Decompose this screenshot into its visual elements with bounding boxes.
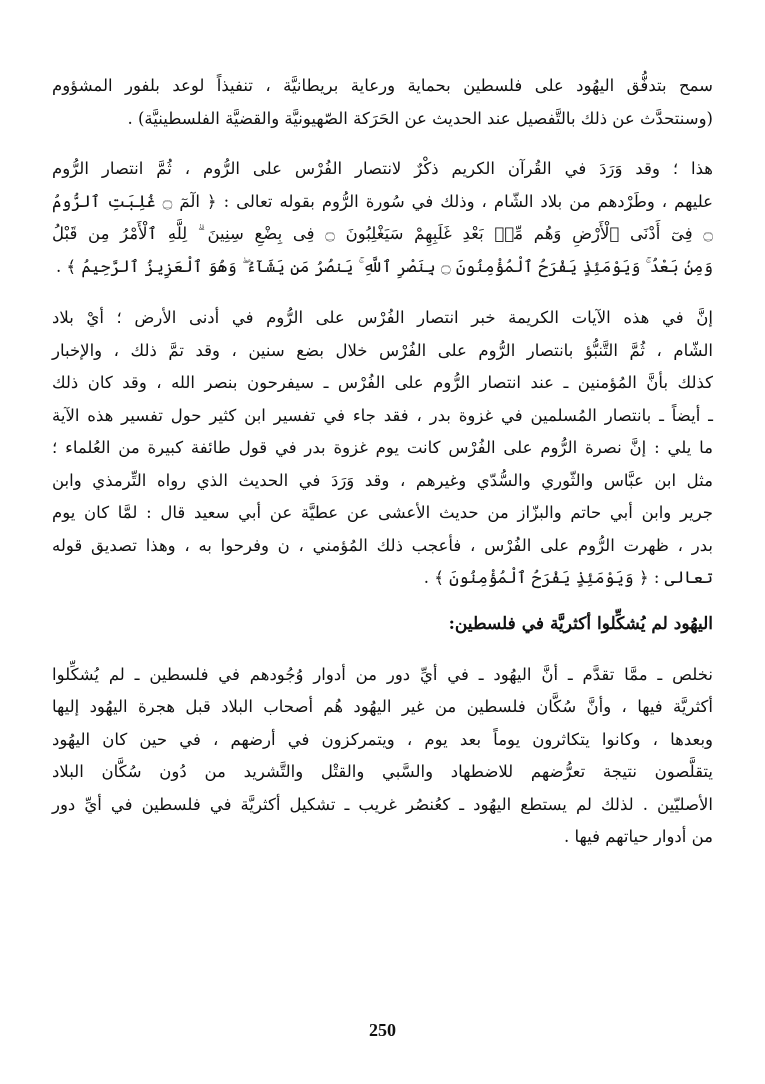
text-line: تعالى : ﴿ وَيَوْمَئِذٍ يَفْرَحُ ٱلْمُؤْمِنُونَ ﴾ .: [423, 568, 713, 587]
text-line: وبعدها ، وكانوا يتكاثرون يوماً بعد يوم ، ويتمركزون في أرضهم ، في حين كان اليهُود: [52, 729, 713, 749]
page-number: 250: [369, 1020, 396, 1040]
text-line: عليهم ، وطَرْدهم من بلاد الشّام ، وذلك في سُورة الرُّوم بقوله تعالى : ﴿ الٓمٓ ۝ غُلِبَتِ ٱلرُّومُ: [52, 191, 714, 211]
text-line: مثل ابن عبَّاس والثّوري والسُّدّي وغيرهم ، وقد وَرَدَ في الحديث الذي رواه التِّرمذي وابن: [52, 470, 713, 490]
paragraph-quran-surat-al-rum: [52, 153, 713, 283]
text-line: يتقلَّصون نتيجة تعرُّضهم للاضطهاد والسَّبي والقتْل والتَّشريد من دُون سُكَّان البلاد: [52, 762, 713, 781]
paragraph-balfour: [52, 70, 713, 135]
text-line: بدر ، ظهرت الرُّوم على الفُرْس ، فأعجب ذلك المُؤمني ، ن وفرحوا به ، وهذا تصديق قوله: [52, 535, 713, 555]
text-line: إنَّ في هذه الآيات الكريمة خبر انتصار الفُرْس على الرُّوم في أدنى الأرض ؛ أيْ بلاد: [52, 308, 713, 327]
text-line: سمح بتدفُّق اليهُود على فلسطين بحماية ورعاية بريطانيَّة ، تنفيذاً لوعد بلفور المشؤوم: [52, 76, 713, 95]
section-heading: اليهُود لم يُشكِّلوا أكثريَّة في فلسطين:: [448, 613, 713, 634]
text-line: نخلص ـ ممَّا تقدَّم ـ أنَّ اليهُود ـ في أيِّ دور من أدوار وُجُودهم في فلسطين ـ لم يُشكِّلوا: [52, 664, 713, 684]
text-line: أكثريَّة فيها ، وأنَّ سُكَّان فلسطين من غير اليهُود هُم أصحاب البلاد قبل هجرة اليهُود إليها: [52, 697, 713, 716]
text-line: هذا ؛ وقد وَرَدَ في القُرآن الكريم ذكْرٌ لانتصار الفُرْس على الرُّوم ، ثُمَّ انتصار الرُّوم: [52, 159, 713, 178]
quran-verse-line: وَمِنۢ بَعْدُ ۚ وَيَوْمَئِذٍ يَفْرَحُ ٱلْمُؤْمِنُونَ ۝ بِنَصْرِ ٱللَّهِ ۚ يَنصُرُ مَن يَشَآءُ ۖ وَهُوَ ٱلْعَزِيزُ ٱلرَّحِيمُ ﴾ .: [55, 256, 713, 276]
text-line: الأصليّين . لذلك لم يستطع اليهُود ـ كعُنصُر غريب ـ تشكيل أكثريَّة في فلسطين في أيِّ دور: [52, 794, 713, 814]
text-line: جرير وابن أبي حاتم والبزّاز من حديث الأعشى عن عطيَّة عن أبي سعيد قال : لمَّا كان يوم: [52, 503, 713, 522]
text-line: كذلك بأنَّ المُؤمنين ـ عند انتصار الرُّوم على الفُرْس ـ سيفرحون بنصر الله ، وقد كان ذلك: [52, 373, 713, 392]
text-line: ـ أيضاً ـ بانتصار المُسلمين في غزوة بدر ، فقد جاء في تفسير ابن كثير حول تفسير هذه الآية: [52, 405, 713, 425]
quran-verse-line: ۝ فِىٓ أَدْنَى ٱلْأَرْضِ وَهُم مِّنۢ بَعْدِ غَلَبِهِمْ سَيَغْلِبُونَ ۝ فِى بِضْعِ سِنِينَ ۗ لِلَّهِ ٱلْأَمْرُ مِن قَبْلُ: [52, 224, 713, 243]
paragraph-ibn-kathir-tafsir: [52, 302, 713, 595]
text-line: من أدوار حياتهم فيها .: [564, 827, 713, 846]
text-line: ما يلي : إنَّ نصرة الرُّوم على الفُرْس كانت يوم غزوة بدر في قول طائفة كبيرة من العُلماء ؛: [52, 438, 713, 457]
text-line: الشّام ، ثُمَّ التَّنبُّؤ بانتصار الرُّوم على الفُرْس خلال بضع سنين ، وقد تمَّ ذلك ، والإخبار: [52, 340, 713, 360]
paragraph-conclusion: [52, 659, 713, 854]
text-line: (وسنتحدَّث عن ذلك بالتَّفصيل عند الحديث عن الحَرَكة الصّهيونيَّة والقضيَّة الفلسطينيَّة) .: [127, 108, 713, 128]
